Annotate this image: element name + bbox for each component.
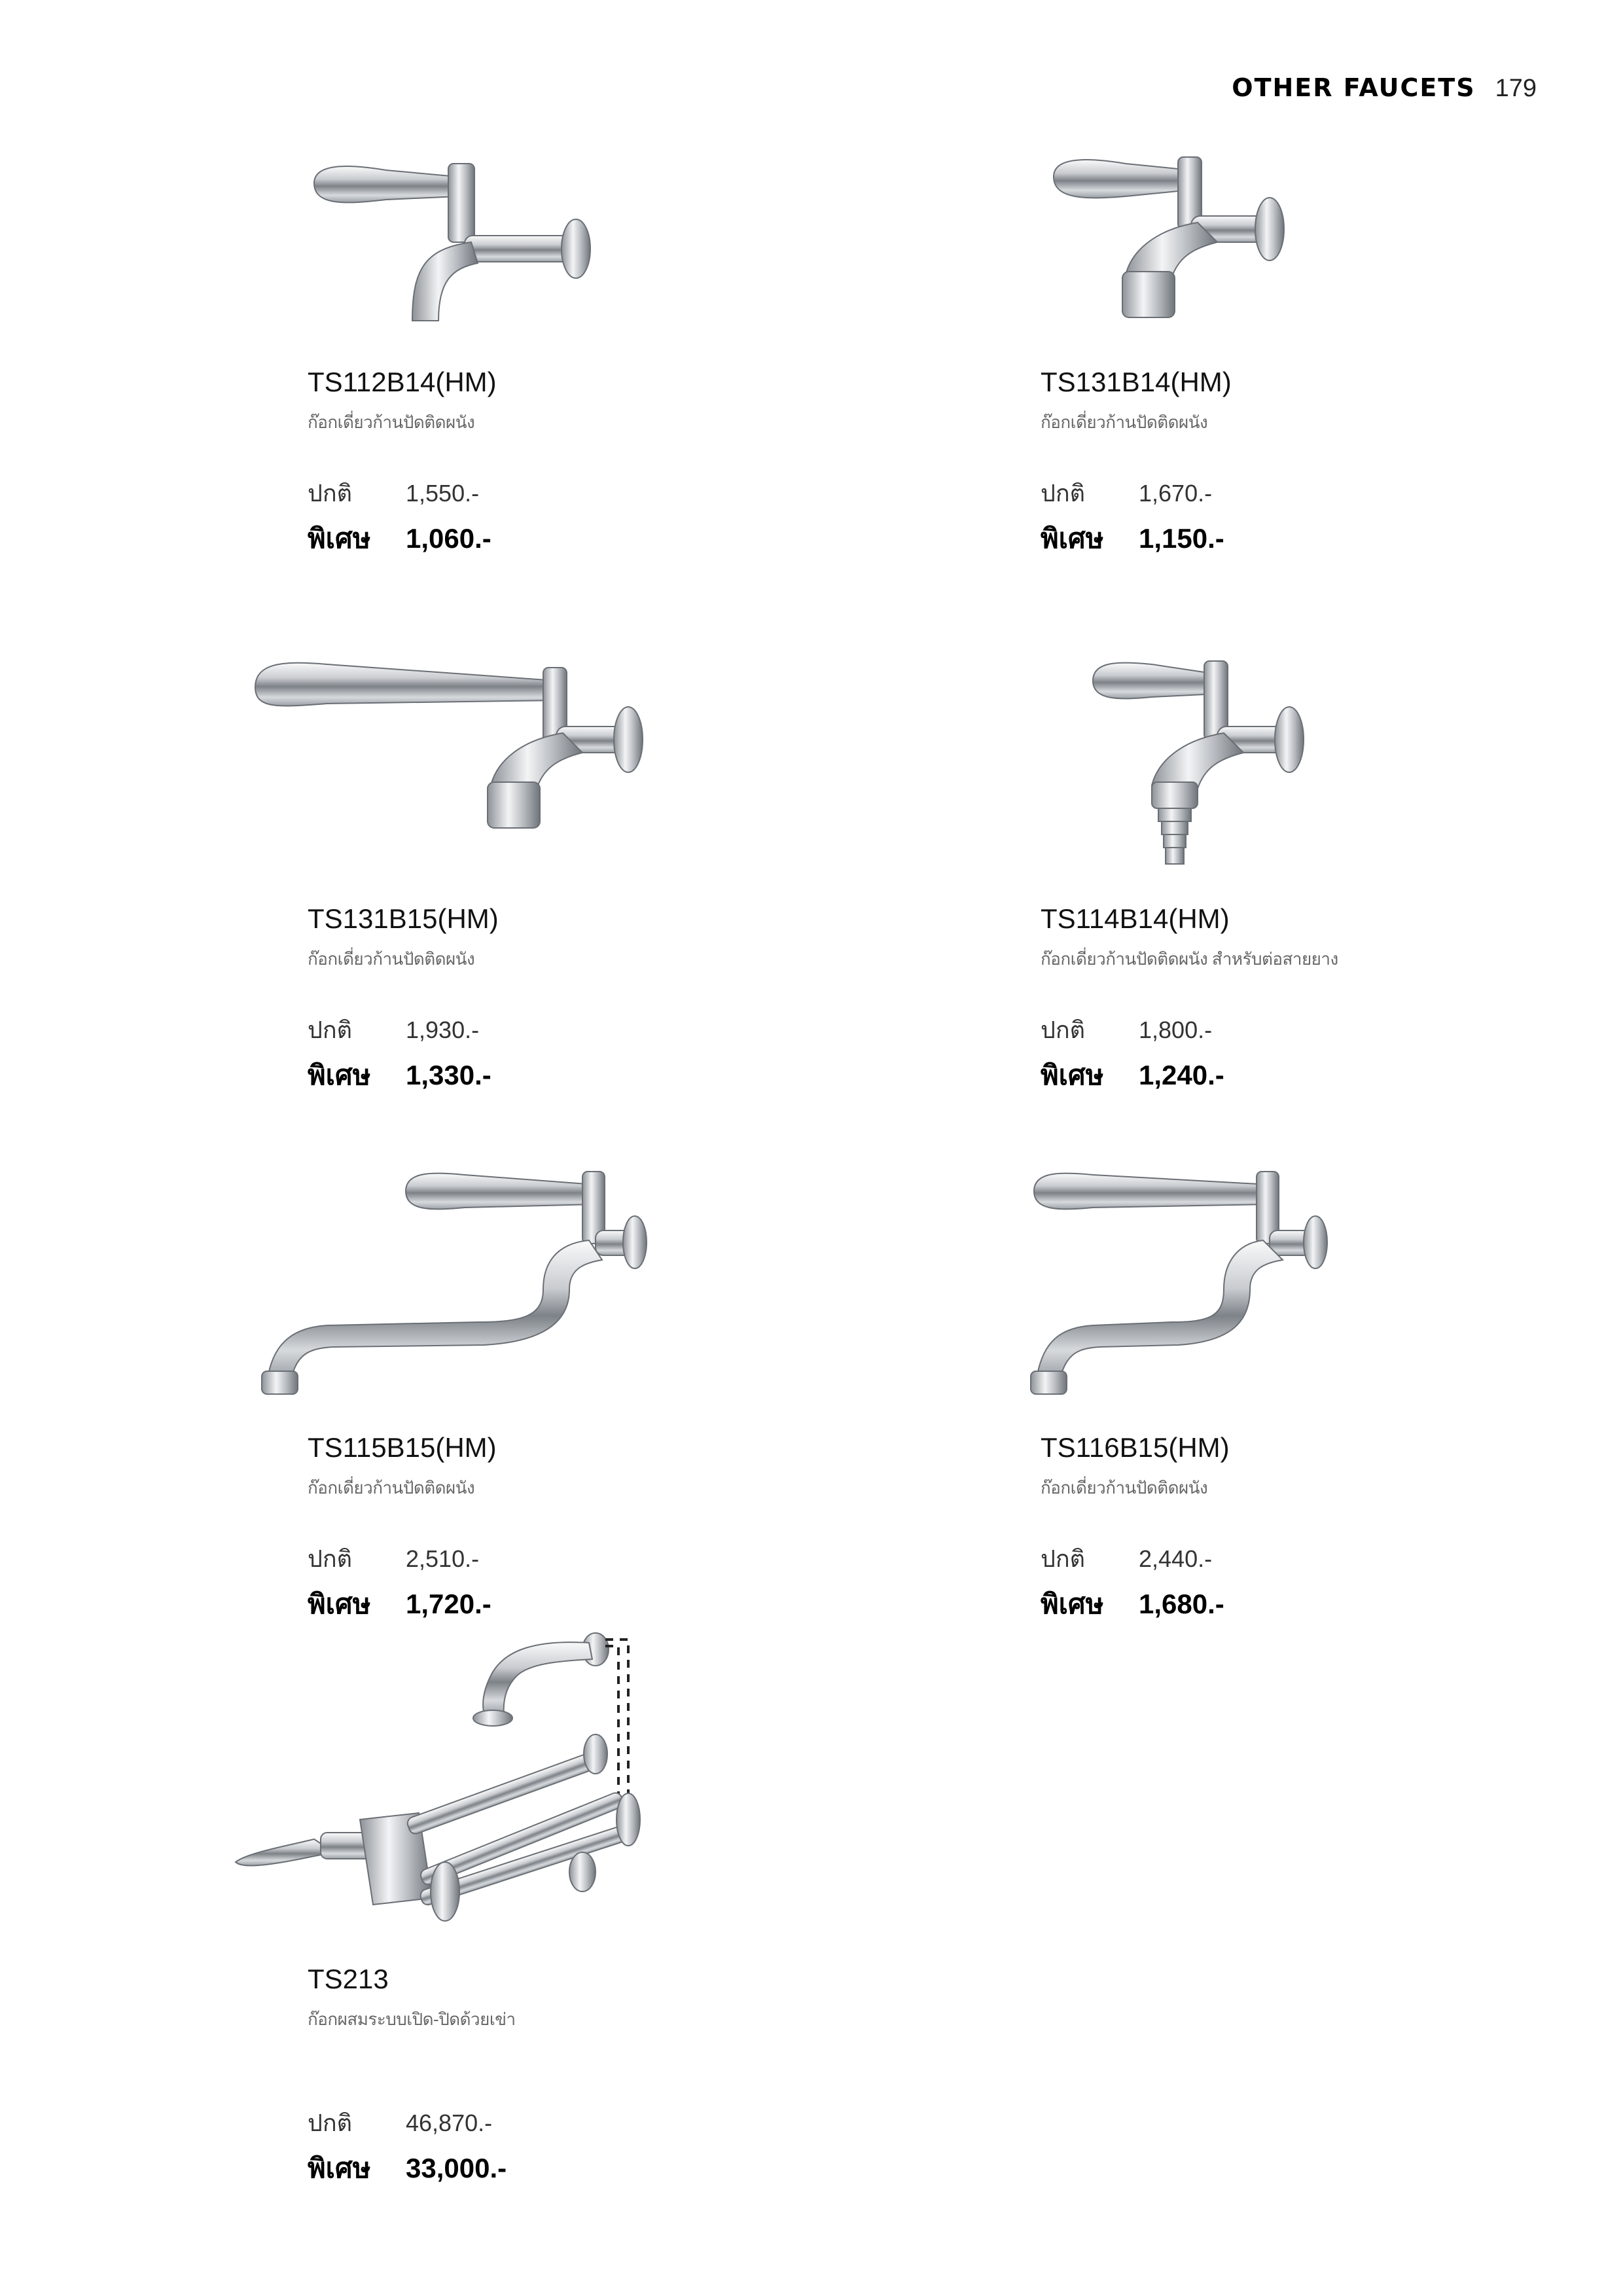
faucet-image (1047, 144, 1322, 327)
page-number: 179 (1495, 75, 1537, 102)
product-code: TS115B15(HM) (308, 1432, 497, 1463)
special-price-row (308, 2147, 507, 2190)
special-price-label: พิเศษ (1041, 523, 1104, 554)
special-price-row (1041, 1583, 1224, 1626)
faucet-image (229, 1623, 687, 1964)
regular-price-row (308, 2104, 492, 2142)
product-code: TS114B14(HM) (1041, 903, 1230, 934)
special-price-label: พิเศษ (308, 1588, 371, 1619)
special-price-label: พิเศษ (308, 1060, 371, 1090)
special-price-label: พิเศษ (308, 2153, 371, 2183)
special-price-label: พิเศษ (1041, 1060, 1104, 1090)
product-description: ก๊อกผสมระบบเปิด-ปิดด้วยเข่า (308, 2009, 516, 2029)
special-price: 1,680.- (1139, 1588, 1224, 1619)
regular-price-row (1041, 1540, 1212, 1577)
regular-price: 1,670.- (1139, 480, 1213, 507)
special-price: 33,000.- (406, 2153, 507, 2183)
special-price-row (308, 517, 491, 560)
special-price-label: พิเศษ (1041, 1588, 1104, 1619)
regular-price-row (308, 1011, 479, 1049)
product-code: TS131B14(HM) (1041, 367, 1232, 397)
special-price-label: พิเศษ (308, 523, 371, 554)
regular-price-row (1041, 1011, 1212, 1049)
regular-price: 46,870.- (406, 2109, 493, 2136)
regular-price-label: ปกติ (308, 1545, 353, 1572)
regular-price-label: ปกติ (1041, 1545, 1086, 1572)
section-title: OTHER FAUCETS (1232, 73, 1476, 102)
faucet-image (249, 655, 654, 851)
regular-price: 1,930.- (406, 1016, 480, 1043)
faucet-image (1086, 655, 1322, 870)
product-description: ก๊อกเดี่ยวก้านปัดติดผนัง (308, 1478, 475, 1498)
regular-price-row (308, 475, 479, 512)
faucet-image (308, 144, 596, 327)
special-price: 1,720.- (406, 1588, 491, 1619)
product-description: ก๊อกเดี่ยวก้านปัดติดผนัง (308, 949, 475, 969)
product-description: ก๊อกเดี่ยวก้านปัดติดผนัง (1041, 1478, 1208, 1498)
product-description: ก๊อกเดี่ยวก้านปัดติดผนัง สำหรับต่อสายยาง (1041, 949, 1338, 969)
special-price: 1,330.- (406, 1060, 491, 1090)
special-price-row (308, 1054, 491, 1097)
page-header (1232, 73, 1537, 103)
special-price-row (308, 1583, 491, 1626)
regular-price-label: ปกติ (308, 2109, 353, 2136)
faucet-image (1021, 1165, 1361, 1414)
regular-price: 2,440.- (1139, 1545, 1213, 1572)
special-price-row (1041, 517, 1224, 560)
regular-price: 1,800.- (1139, 1016, 1213, 1043)
regular-price-row (308, 1540, 479, 1577)
regular-price-label: ปกติ (308, 1016, 353, 1043)
product-code: TS131B15(HM) (308, 903, 499, 934)
regular-price-label: ปกติ (1041, 1016, 1086, 1043)
special-price: 1,150.- (1139, 523, 1224, 554)
regular-price-row (1041, 475, 1212, 512)
regular-price-label: ปกติ (308, 480, 353, 507)
special-price-row (1041, 1054, 1224, 1097)
product-description: ก๊อกเดี่ยวก้านปัดติดผนัง (1041, 412, 1208, 432)
regular-price: 1,550.- (406, 480, 480, 507)
product-description: ก๊อกเดี่ยวก้านปัดติดผนัง (308, 412, 475, 432)
product-code: TS112B14(HM) (308, 367, 497, 397)
regular-price-label: ปกติ (1041, 480, 1086, 507)
product-code: TS116B15(HM) (1041, 1432, 1230, 1463)
special-price: 1,240.- (1139, 1060, 1224, 1090)
product-code: TS213 (308, 1964, 389, 1994)
faucet-image (249, 1165, 654, 1414)
regular-price: 2,510.- (406, 1545, 480, 1572)
special-price: 1,060.- (406, 523, 491, 554)
